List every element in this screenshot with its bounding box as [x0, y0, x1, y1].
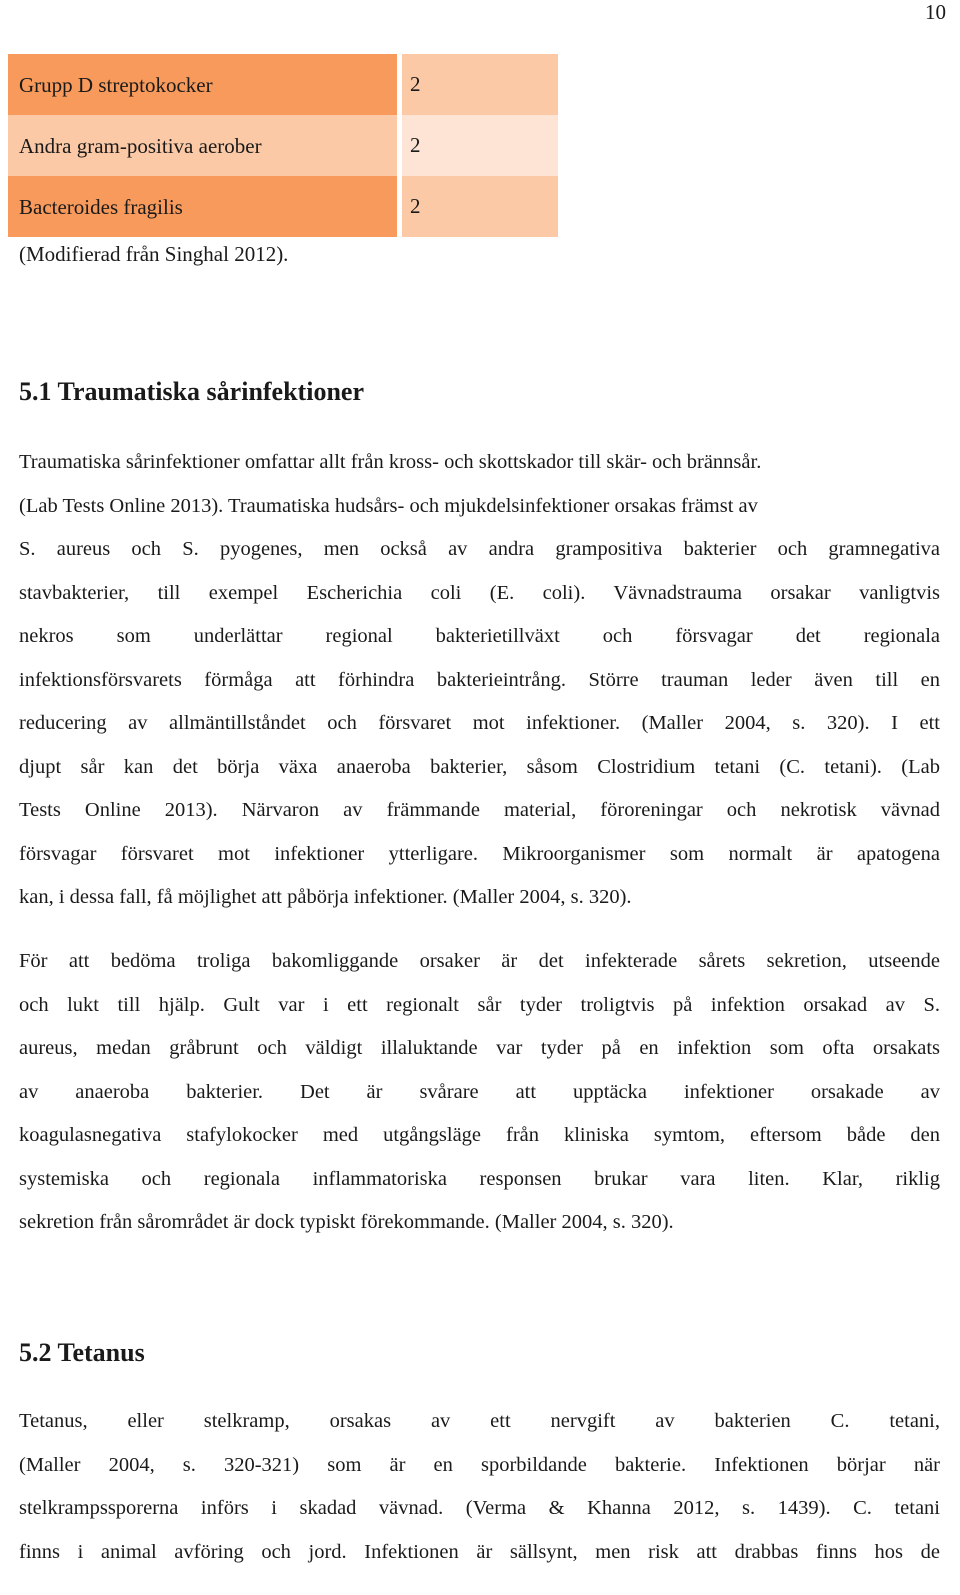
text-line: sekretion från sårområdet är dock typiskt förekommande. (Maller 2004, s. 320).	[19, 1211, 674, 1233]
text-line: S. aureus och S. pyogenes, men också av andra grampositiva bakterier och gramnegativa	[19, 538, 940, 560]
text-line: aureus, medan gråbrunt och väldigt illaluktande var tyder på en infektion som ofta orsakats	[19, 1037, 940, 1059]
section-heading-5-2: 5.2 Tetanus	[19, 1338, 145, 1367]
table-row	[8, 115, 558, 176]
bacteria-name: Grupp D streptokocker	[8, 54, 397, 115]
paragraph-5-1-a	[19, 446, 940, 925]
bacteria-count: 2	[402, 176, 558, 237]
text-line: koagulasnegativa stafylokocker med utgångsläge från kliniska symtom, eftersom både den	[19, 1124, 940, 1146]
text-line: av anaeroba bakterier. Det är svårare att upptäcka infektioner orsakade av	[19, 1080, 940, 1103]
text-line: Tests Online 2013). Närvaron av främmande material, föroreningar och nekrotisk vävnad	[19, 799, 940, 821]
text-line: Tetanus, eller stelkramp, orsakas av ett nervgift av bakterien C. tetani,	[19, 1410, 940, 1432]
bacteria-name: Bacteroides fragilis	[8, 176, 397, 237]
text-line: systemiska och regionala inflammatoriska responsen brukar vara liten. Klar, riklig	[19, 1167, 940, 1190]
page-number: 10	[925, 0, 946, 24]
text-line: (Lab Tests Online 2013). Traumatiska hudsårs- och mjukdelsinfektioner orsakas främst av	[19, 494, 758, 517]
text-line: stavbakterier, till exempel Escherichia coli (E. coli). Vävnadstrauma orsakar vanligtvis	[19, 581, 940, 604]
paragraph-5-1-b	[19, 945, 940, 1250]
table-source: (Modifierad från Singhal 2012).	[19, 242, 289, 266]
text-line: försvagar försvaret mot infektioner ytterligare. Mikroorganismer som normalt är apatogena	[19, 842, 940, 865]
paragraph-5-2-a	[19, 1405, 940, 1579]
bacteria-table	[8, 54, 558, 237]
table-row	[8, 176, 558, 237]
text-line: Traumatiska sårinfektioner omfattar allt från kross- och skottskador till skär- och brännsår.	[19, 451, 762, 473]
text-line: finns i animal avföring och jord. Infektionen är sällsynt, men risk att drabbas finns hos de	[19, 1540, 940, 1563]
bacteria-count: 2	[402, 115, 558, 176]
text-line: För att bedöma troliga bakomliggande orsaker är det infekterade sårets sekretion, utseende	[19, 950, 940, 972]
section-heading-5-1: 5.1 Traumatiska sårinfektioner	[19, 377, 364, 406]
text-line: djupt sår kan det börja växa anaeroba bakterier, såsom Clostridium tetani (C. tetani). (Lab	[19, 755, 940, 778]
text-line: reducering av allmäntillståndet och försvaret mot infektioner. (Maller 2004, s. 320). I ett	[19, 712, 940, 734]
text-line: och lukt till hjälp. Gult var i ett regionalt sår tyder troligtvis på infektion orsakad av S.	[19, 993, 940, 1016]
table-row	[8, 54, 558, 115]
text-line: kan, i dessa fall, få möjlighet att påbörja infektioner. (Maller 2004, s. 320).	[19, 886, 632, 908]
text-line: nekros som underlättar regional bakterietillväxt och försvagar det regionala	[19, 625, 940, 647]
text-line: infektionsförsvarets förmåga att förhindra bakterieintrång. Större trauman leder även till en	[19, 668, 940, 691]
bacteria-count: 2	[402, 54, 558, 115]
bacteria-name: Andra gram-positiva aerober	[8, 115, 397, 176]
text-line: stelkrampssporerna införs i skadad vävnad. (Verma & Khanna 2012, s. 1439). C. tetani	[19, 1497, 940, 1519]
text-line: (Maller 2004, s. 320-321) som är en sporbildande bakterie. Infektionen börjar när	[19, 1453, 940, 1476]
